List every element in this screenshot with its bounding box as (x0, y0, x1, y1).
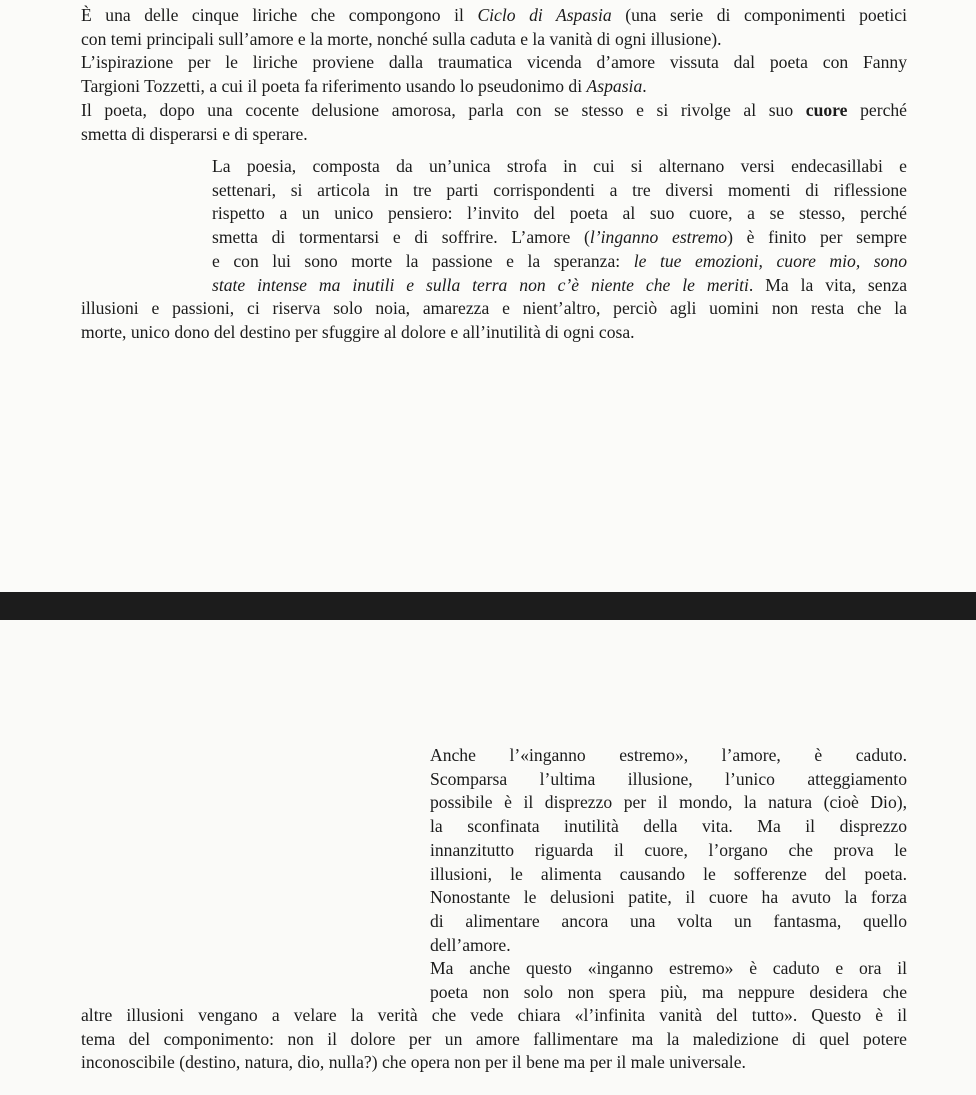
text-line: Nonostante le delusioni patite, il cuore ha avuto la forza (430, 887, 907, 908)
text-line: inconoscibile (destino, natura, dio, nulla?) che opera non per il bene ma per il male universale. (81, 1052, 746, 1073)
text-line: tema del componimento: non il dolore per un amore fallimentare ma la maledizione di quel potere (81, 1028, 907, 1049)
text-line: con temi principali sull’amore e la morte, nonché sulla caduta e la vanità di ogni illusione). (81, 28, 722, 49)
text-line: Ma anche questo «inganno estremo» è caduto e ora il (430, 958, 907, 978)
italic-name: Aspasia (586, 76, 643, 97)
text-line: smetta di tormentarsi e di soffrire. L’amore (l’inganno estremo) è finito per sempre (212, 227, 907, 248)
text-line: Il poeta, dopo una cocente delusione amorosa, parla con se stesso e si rivolge al suo cuore perché (81, 99, 907, 120)
text-line: Anche l’«inganno estremo», l’amore, è caduto. (430, 745, 907, 765)
text-line: dell’amore. (430, 934, 511, 955)
text-line: la sconfinata inutilità della vita. Ma il disprezzo (430, 816, 907, 837)
text-line: Scomparsa l’ultima illusione, l’unico atteggiamento (430, 768, 907, 789)
ma-paragraph-indented (430, 957, 907, 1004)
text-line: state intense ma inutili e sulla terra non c’è niente che le meriti. Ma la vita, senza (212, 274, 908, 295)
text-line: di alimentare ancora una volta un fantasma, quello (430, 910, 907, 931)
bottom-page (0, 620, 976, 1095)
anche-paragraph (430, 744, 907, 957)
text-line: possibile è il disprezzo per il mondo, la natura (cioè Dio), (430, 792, 907, 813)
page-divider-bar (0, 592, 976, 620)
italic-phrase: state intense ma inutili e sulla terra non c’è niente che le meriti (212, 274, 749, 295)
italic-phrase: l’inganno estremo (589, 227, 728, 248)
text-line: morte, unico dono del destino per sfuggire al dolore e all’inutilità di ogni cosa. (81, 321, 635, 342)
text-line: smetta di disperarsi e di sperare. (81, 123, 308, 144)
poesia-paragraph-indented (212, 155, 907, 297)
text-line: illusioni, le alimenta causando le sofferenze del poeta. (430, 863, 907, 884)
intro-paragraph (81, 4, 907, 146)
text-line: poeta non solo non spera più, ma neppure desidera che (430, 981, 907, 1002)
bold-word: cuore (805, 99, 848, 120)
ma-paragraph-full (81, 1004, 907, 1075)
text-line: È una delle cinque liriche che compongono il Ciclo di Aspasia (una serie di componimenti poetici (81, 5, 907, 25)
text-line: altre illusioni vengano a velare la verità che vede chiara «l’infinita vanità del tutto». Questo è il (81, 1005, 907, 1025)
poesia-paragraph-full (81, 297, 907, 344)
text-line: rispetto a un unico pensiero: l’invito del poeta al suo cuore, a se stesso, perché (212, 203, 907, 224)
text-line: illusioni e passioni, ci riserva solo noia, amarezza e nient’altro, perciò agli uomini non resta che la (81, 298, 907, 318)
text-line: innanzitutto riguarda il cuore, l’organo che prova le (430, 839, 907, 860)
text-line: L’ispirazione per le liriche proviene dalla traumatica vicenda d’amore vissuta dal poeta con Fanny (81, 52, 907, 73)
text-line: Targioni Tozzetti, a cui il poeta fa riferimento usando lo pseudonimo di Aspasia. (81, 76, 647, 97)
text-line: e con lui sono morte la passione e la speranza: le tue emozioni, cuore mio, sono (212, 250, 908, 271)
italic-title: Ciclo di Aspasia (477, 5, 612, 25)
text-line: La poesia, composta da un’unica strofa in cui si alternano versi endecasillabi e (212, 156, 907, 176)
text-line: settenari, si articola in tre parti corrispondenti a tre diversi momenti di riflessione (212, 179, 907, 200)
italic-phrase: le tue emozioni, cuore mio, sono (633, 250, 908, 271)
